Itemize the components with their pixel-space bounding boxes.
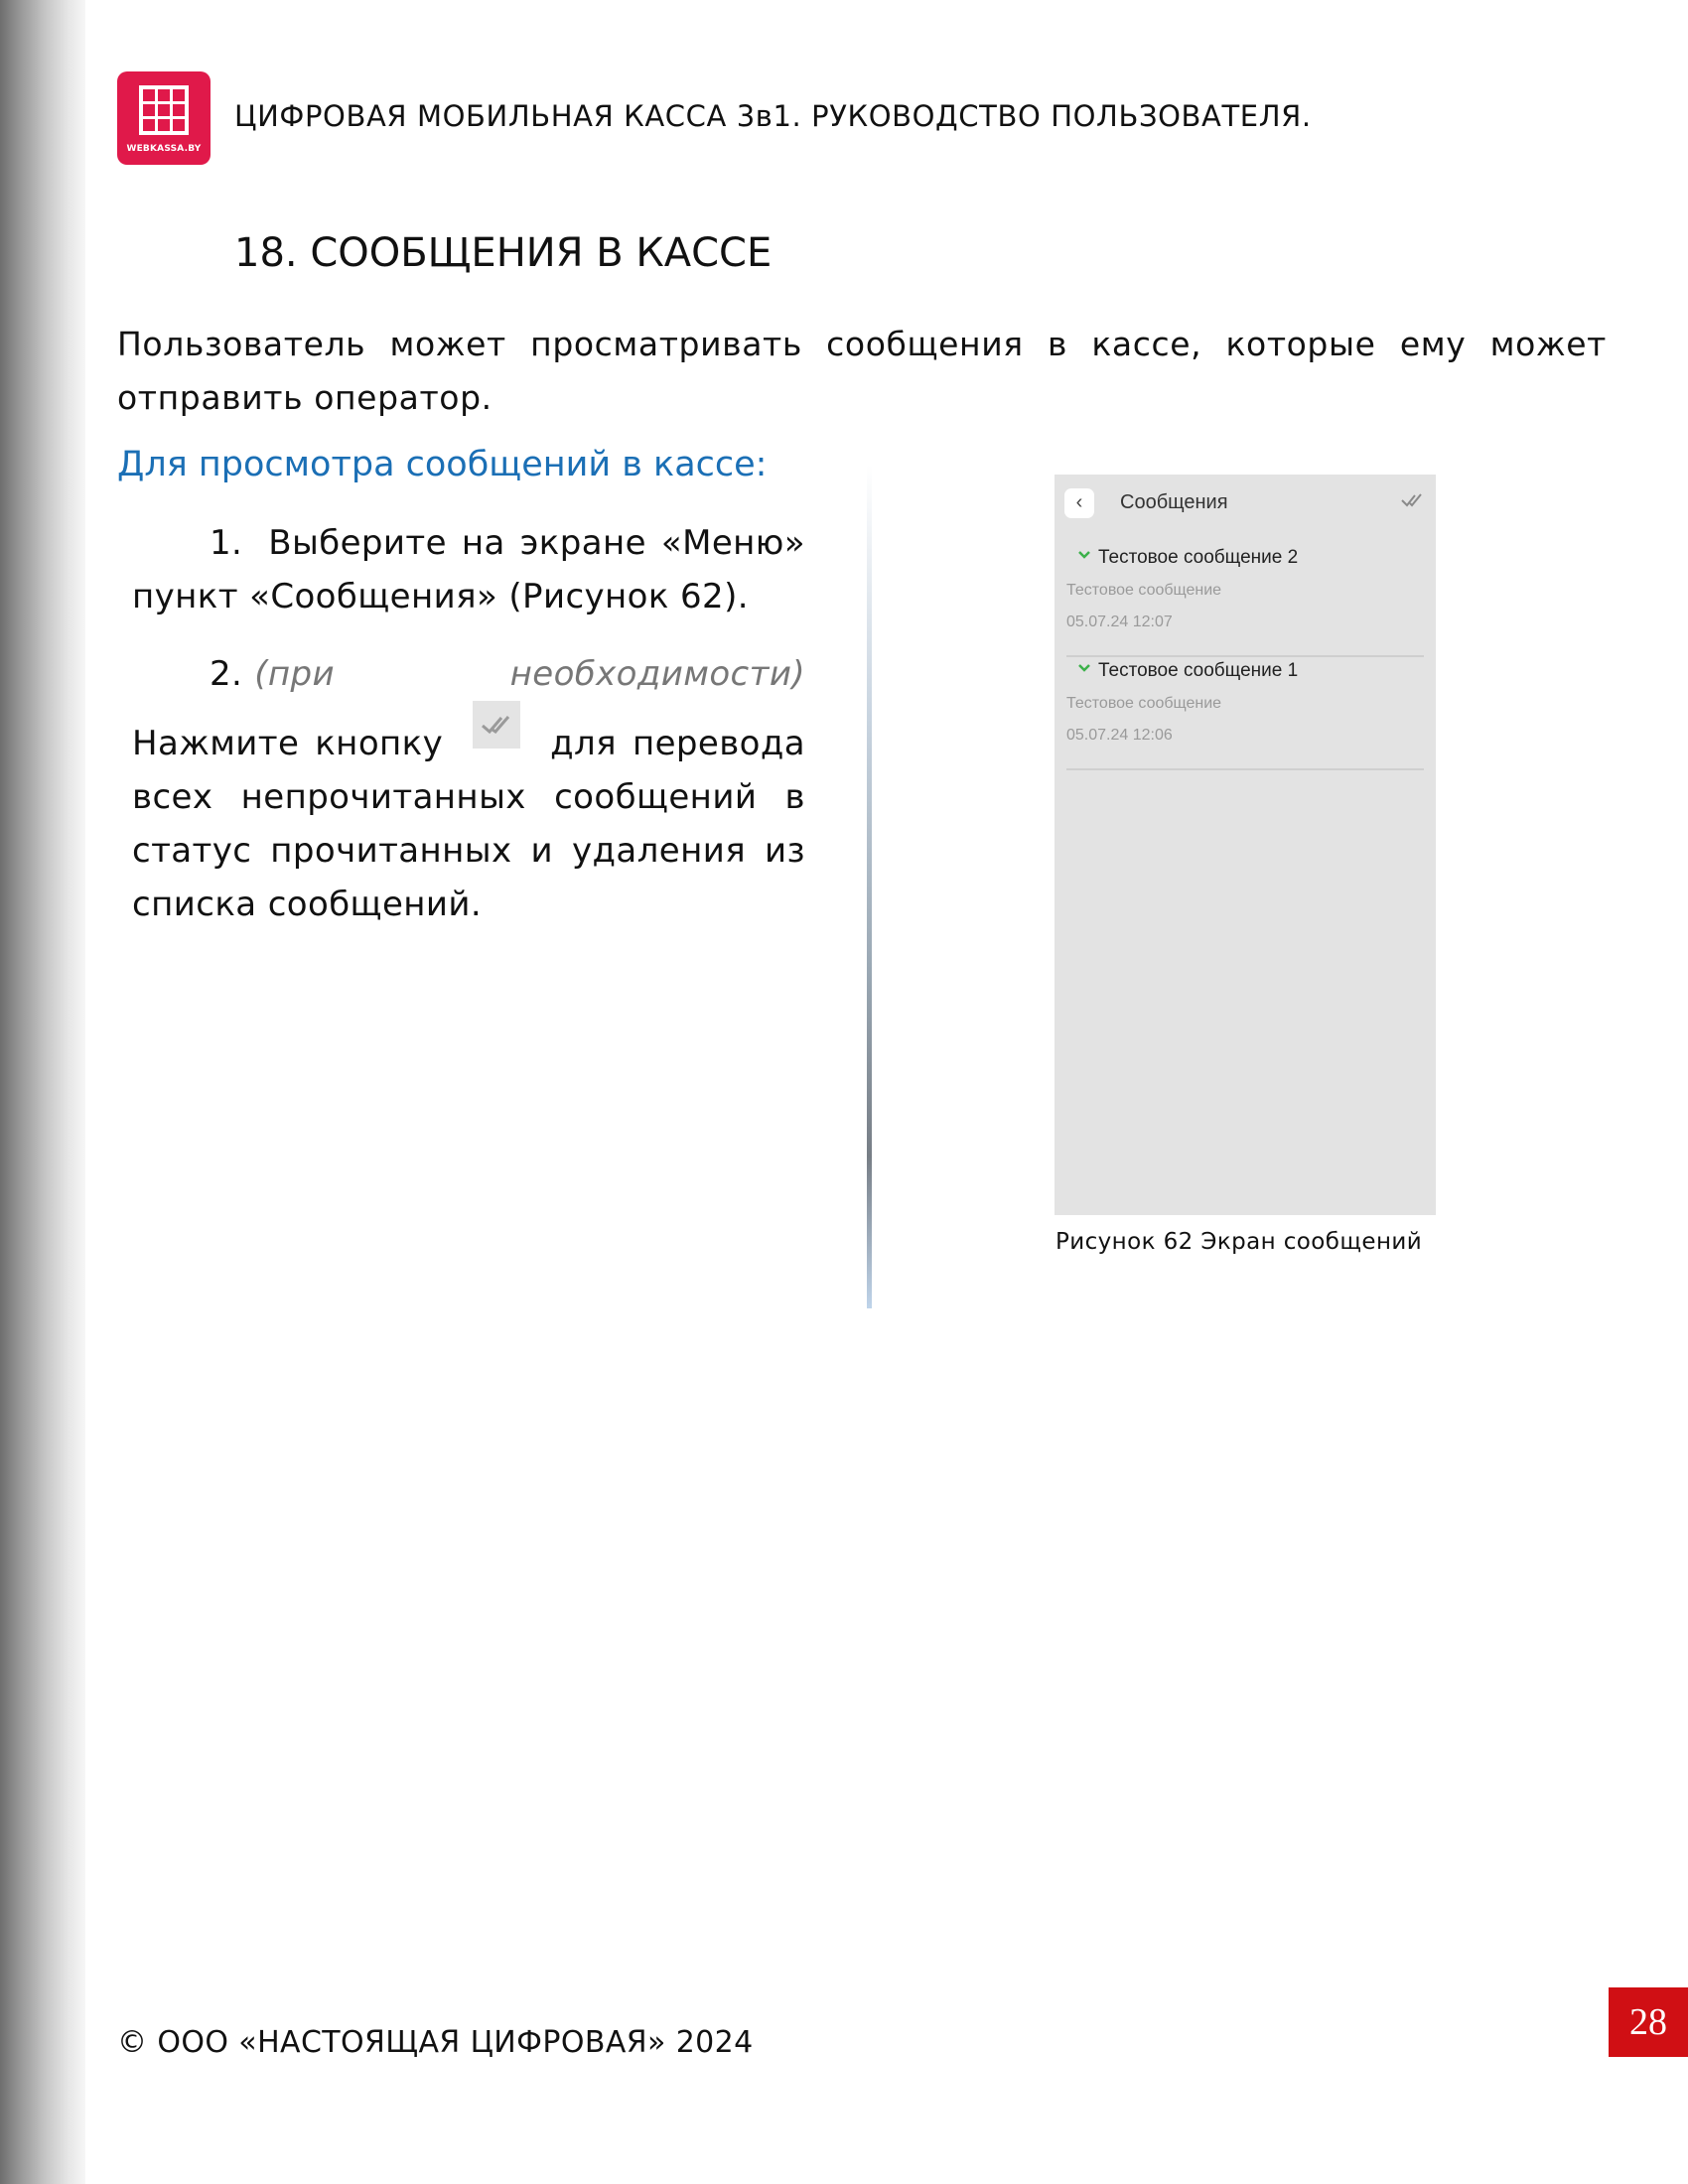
message-item[interactable] <box>1066 544 1424 657</box>
message-title: Тестовое сообщение 2 <box>1098 547 1299 568</box>
register-grid-icon <box>139 85 189 135</box>
chevron-down-icon <box>1076 661 1092 675</box>
message-item[interactable] <box>1066 657 1424 770</box>
screen-title: Сообщения <box>1120 491 1228 513</box>
instructions-subheading: Для просмотра сообщений в кассе: <box>117 445 768 484</box>
message-body: Тестовое сообщение <box>1066 582 1222 599</box>
logo-text: WEBKASSA.BY <box>126 144 202 154</box>
double-check-icon <box>473 701 520 749</box>
footer-copyright: © ООО «НАСТОЯЩАЯ ЦИФРОВАЯ» 2024 <box>117 2025 754 2060</box>
message-body: Тестовое сообщение <box>1066 695 1222 712</box>
step-text-before-icon: Нажмите кнопку <box>132 724 444 763</box>
message-title: Тестовое сообщение 1 <box>1098 660 1299 681</box>
step-text: Выберите на экране «Меню» пункт «Сообщения» (Рисунок 62). <box>132 523 805 616</box>
document-header-title: ЦИФРОВАЯ МОБИЛЬНАЯ КАССА 3в1. РУКОВОДСТВО ПОЛЬЗОВАТЕЛЯ. <box>234 99 1312 133</box>
step-2 <box>132 647 805 931</box>
messages-screen-figure <box>1055 475 1436 1215</box>
step-number: 2. <box>210 654 243 694</box>
page-number: 28 <box>1609 1987 1688 2057</box>
step-number: 1. <box>210 523 243 563</box>
back-button[interactable]: ‹ <box>1064 488 1094 518</box>
message-date: 05.07.24 12:07 <box>1066 614 1173 630</box>
step-hint: (при необходимости) <box>254 654 805 694</box>
figure-caption: Рисунок 62 Экран сообщений <box>1055 1229 1423 1255</box>
step-text-after-icon: для перевода всех непрочитанных сообщений в статус прочитанных и удаления из списка сообщений. <box>132 724 805 924</box>
message-date: 05.07.24 12:06 <box>1066 727 1173 744</box>
mark-all-read-icon[interactable] <box>1400 488 1426 510</box>
chevron-down-icon <box>1076 548 1092 562</box>
step-1 <box>132 516 805 623</box>
intro-paragraph: Пользователь может просматривать сообщения в кассе, которые ему может отправить оператор. <box>117 325 1607 417</box>
webkassa-logo <box>117 71 211 165</box>
page-edge-shadow <box>0 0 85 2184</box>
section-title: 18. СООБЩЕНИЯ В КАССЕ <box>234 230 773 276</box>
column-divider <box>867 465 872 1308</box>
